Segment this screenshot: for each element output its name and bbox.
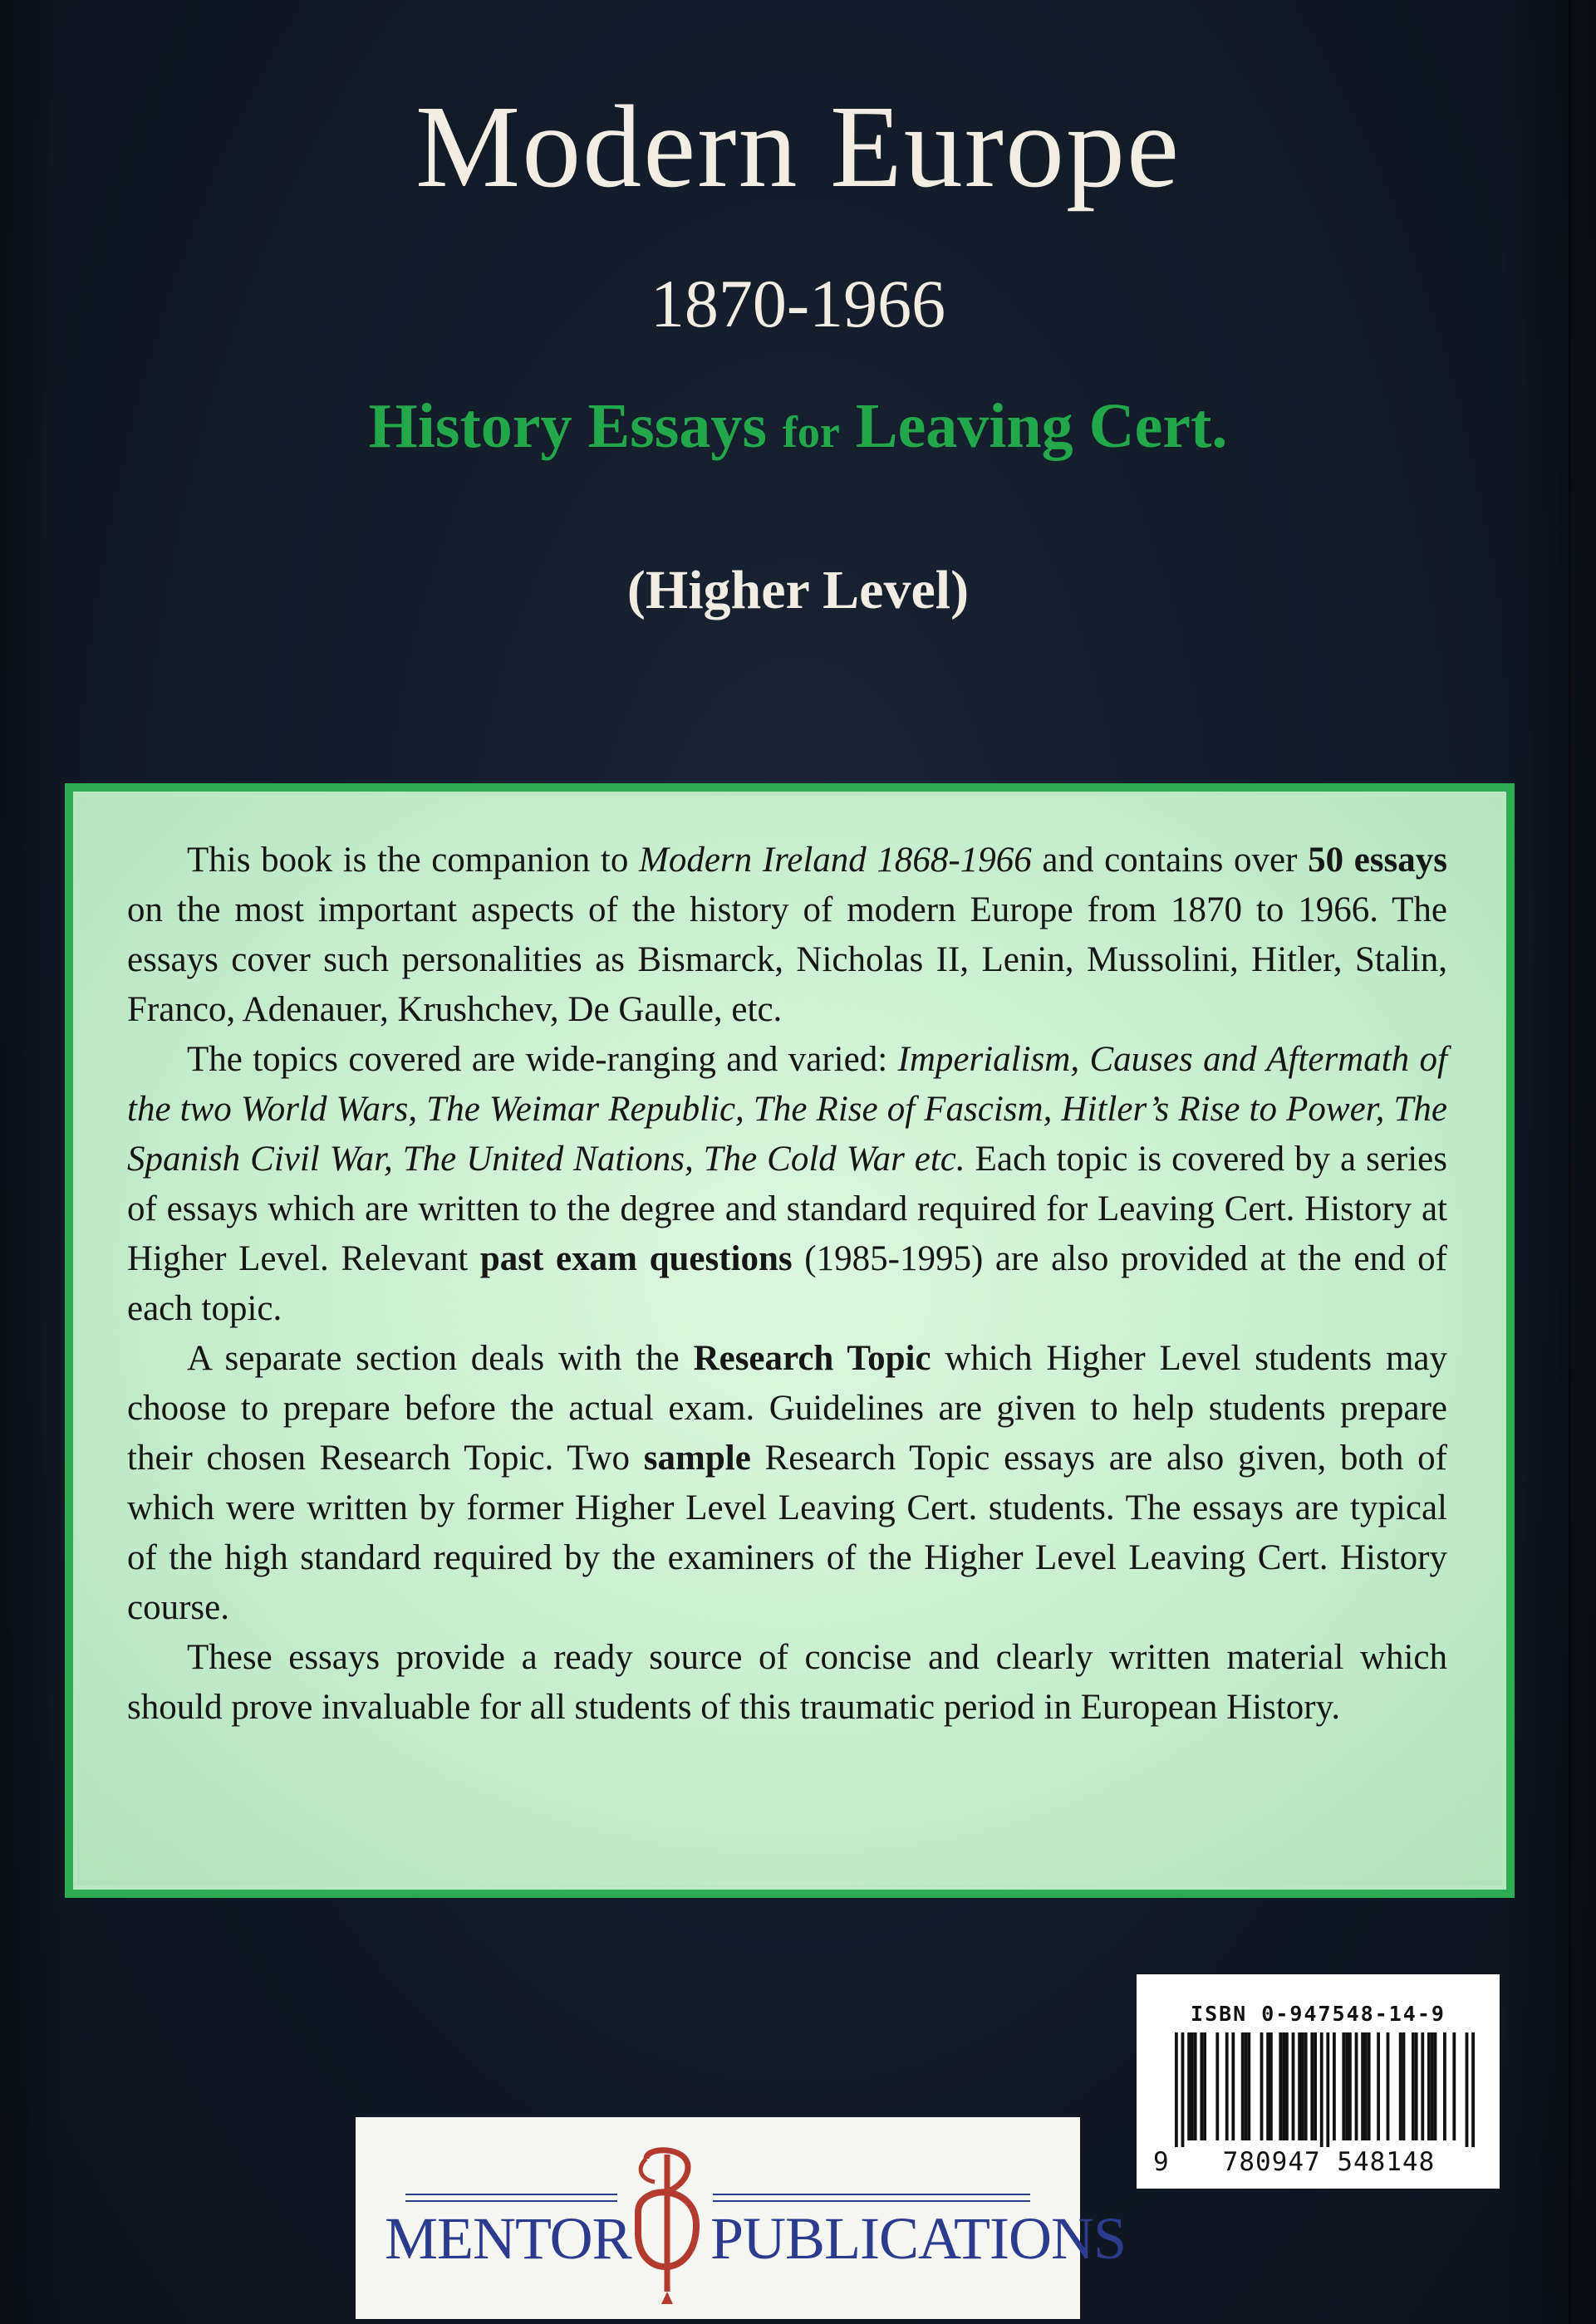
publisher-logo-panel xyxy=(356,2117,1127,2319)
blurb-p1-text-c: and contains over xyxy=(1031,841,1309,880)
barcode-bar xyxy=(1320,2032,1323,2154)
barcode-bar xyxy=(1427,2032,1431,2140)
barcode-bar xyxy=(1348,2032,1352,2140)
barcode-bar xyxy=(1364,2032,1368,2140)
barcode-bar xyxy=(1225,2032,1229,2140)
barcode-bar xyxy=(1304,2032,1308,2140)
book-level: (Higher Level) xyxy=(626,560,970,620)
blurb-p2-text-c: Each topic is covered by a series of essays which are written to the degree and standard required for Leaving Cert. History at Higher Level. Relevant xyxy=(127,1140,1447,1278)
barcode-bar xyxy=(1421,2032,1424,2140)
barcode-bar xyxy=(1361,2032,1364,2140)
book-years: 1870-1966 xyxy=(650,266,946,341)
blurb-paragraph-3 xyxy=(127,1334,1447,1633)
blurb-text-area xyxy=(73,792,1506,1890)
barcode-bar xyxy=(1412,2032,1415,2140)
barcode-bar xyxy=(1181,2032,1185,2154)
barcode-bar xyxy=(1285,2032,1289,2140)
barcode-bar xyxy=(1175,2032,1178,2154)
barcode-bar xyxy=(1355,2032,1358,2140)
barcode-bar xyxy=(1200,2032,1203,2140)
blurb-p1-text-e: on the most important aspects of the history of modern Europe from 1870 to 1966. The essays cover such personalities as Bismarck, Nicholas II, Lenin, Mussolini, Hitler, Stalin, Franco, Adenauer, Krushchev, De Gaulle, etc. xyxy=(127,890,1447,1029)
barcode-bar xyxy=(1191,2032,1194,2140)
blurb-p3-bold-sample: sample xyxy=(643,1439,751,1478)
publisher-name-publications: PUBLICATIONS xyxy=(710,2205,1127,2272)
barcode-bar xyxy=(1260,2032,1264,2140)
barcode-bar xyxy=(1443,2032,1446,2140)
quill-pen-logo-icon xyxy=(621,2134,713,2308)
blurb-panel xyxy=(65,783,1515,1898)
barcode-bar xyxy=(1368,2032,1371,2140)
barcode-bar xyxy=(1431,2032,1434,2140)
publisher-rule-left-top xyxy=(405,2194,617,2195)
barcode-bar xyxy=(1310,2032,1314,2140)
barcode-bar xyxy=(1377,2032,1380,2140)
barcode-bar xyxy=(1231,2032,1235,2140)
subtitle-part-2: for xyxy=(782,407,840,457)
publisher-name-mentor: MENTOR xyxy=(385,2205,631,2272)
blurb-p3-text-a: A separate section deals with the xyxy=(187,1339,694,1378)
isbn-barcode-box xyxy=(1137,1974,1500,2189)
barcode-bar xyxy=(1266,2032,1269,2140)
blurb-p3-text-e: Research Topic essays are also given, both of which were written by former Higher Level Leaving Cert. students. The essays are typical of the high standard required by the examiners of the Higher Level Leaving Cert. History course. xyxy=(127,1439,1447,1627)
publisher-rule-right-top xyxy=(713,2194,1030,2195)
barcode-bar xyxy=(1247,2032,1250,2140)
publisher-rule-right-bottom xyxy=(713,2200,1030,2202)
blurb-p4-text-a: These essays provide a ready source of concise and clearly written material which should prove invaluable for all students of this traumatic period in European History. xyxy=(127,1638,1447,1727)
barcode-bar xyxy=(1333,2032,1336,2140)
barcode-bar xyxy=(1203,2032,1206,2140)
barcode-bar xyxy=(1471,2032,1475,2154)
blurb-paragraph-4 xyxy=(127,1633,1447,1733)
barcode-bar xyxy=(1466,2032,1469,2154)
barcode-bar xyxy=(1241,2032,1245,2140)
barcode-bar xyxy=(1187,2032,1191,2140)
barcode-bar xyxy=(1326,2032,1329,2154)
subtitle-part-1: History Essays xyxy=(368,391,767,461)
cover-edge-shadow xyxy=(1569,0,1571,2324)
barcode-bar xyxy=(1298,2032,1301,2140)
blurb-paragraph-2 xyxy=(127,1035,1447,1334)
book-title: Modern Europe xyxy=(415,81,1181,212)
blurb-p1-text-a: This book is the companion to xyxy=(187,841,639,880)
barcode-bar xyxy=(1415,2032,1418,2140)
blurb-p2-italic-topics: Imperialism, Causes and Aftermath of the two World Wars, The Weimar Republic, The Rise of Fascism, Hitler’s Rise to Power, The Spanish Civil War, The United Nations, The Cold War etc. xyxy=(127,1040,1448,1179)
blurb-p2-bold-past-exam: past exam questions xyxy=(479,1239,793,1278)
blurb-p2-text-a: The topics covered are wide-ranging and varied: xyxy=(187,1040,898,1079)
barcode-bar xyxy=(1402,2032,1406,2140)
barcode-bar xyxy=(1345,2032,1348,2140)
blurb-p3-bold-research-topic: Research Topic xyxy=(693,1339,931,1378)
barcode-bar xyxy=(1434,2032,1437,2140)
barcode-bar xyxy=(1292,2032,1295,2140)
barcode-bar xyxy=(1282,2032,1285,2140)
ean-remaining-digits: 780947 548148 xyxy=(1175,2147,1483,2177)
book-subtitle xyxy=(0,391,1596,461)
blurb-paragraph-1 xyxy=(127,836,1447,1035)
barcode-bar xyxy=(1245,2032,1248,2140)
barcode-bar xyxy=(1194,2032,1197,2140)
publisher-rule-left-bottom xyxy=(405,2200,617,2202)
blurb-p1-bold-essay-count: 50 essays xyxy=(1308,841,1448,880)
blurb-p3-text-c: which Higher Level students may choose to prepare before the actual exam. Guidelines are given to help students prepare their chosen Research Topic. Two xyxy=(127,1339,1448,1478)
barcode-bar xyxy=(1314,2032,1317,2140)
subtitle-part-3: Leaving Cert. xyxy=(855,391,1228,461)
barcode-bar xyxy=(1301,2032,1304,2140)
barcode xyxy=(1153,2029,1483,2177)
barcode-bar xyxy=(1399,2032,1402,2140)
barcode-bar xyxy=(1387,2032,1390,2140)
barcode-bar xyxy=(1452,2032,1456,2140)
blurb-p1-italic-companion-title: Modern Ireland 1868-1966 xyxy=(639,841,1032,880)
blurb-p2-text-e: (1985-1995) are also provided at the end of each topic. xyxy=(127,1239,1447,1328)
barcode-bar xyxy=(1215,2032,1219,2140)
barcode-bar xyxy=(1279,2032,1282,2140)
barcode-bar xyxy=(1269,2032,1273,2140)
ean-first-digit: 9 xyxy=(1153,2147,1169,2177)
isbn-label: ISBN 0-947548-14-9 xyxy=(1191,2002,1446,2026)
barcode-bar xyxy=(1342,2032,1345,2140)
